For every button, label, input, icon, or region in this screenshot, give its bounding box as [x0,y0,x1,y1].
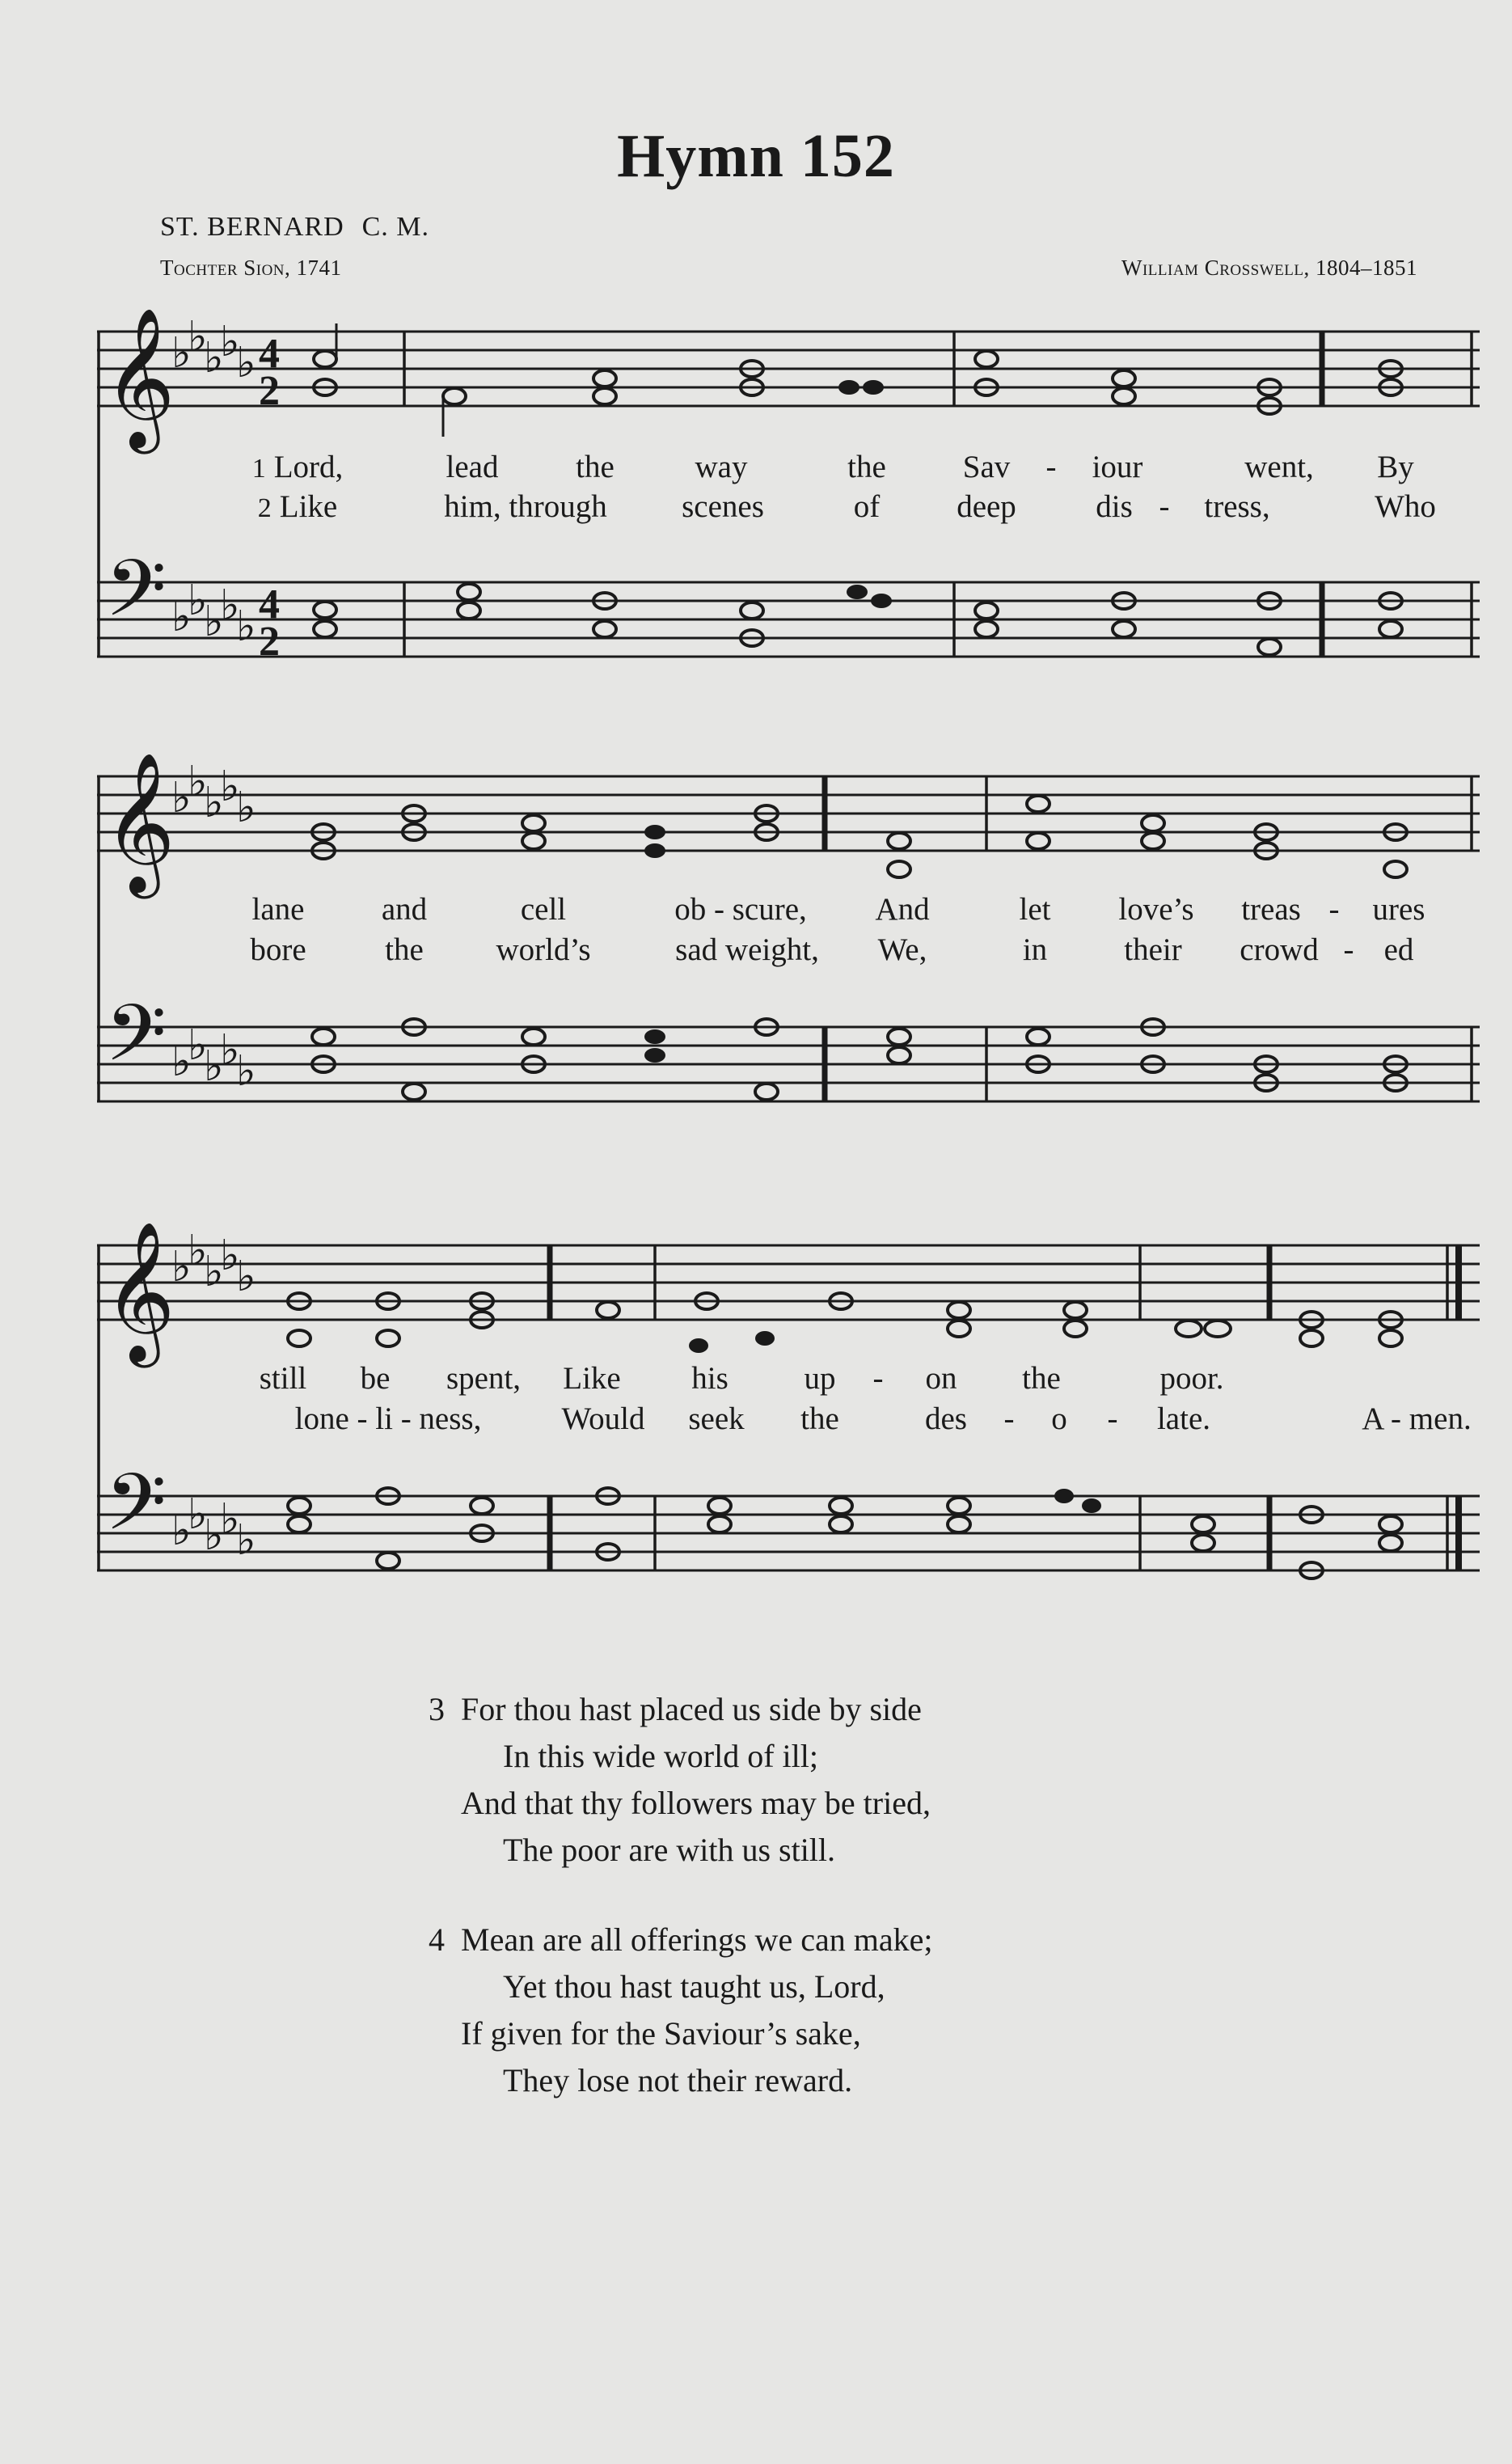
svg-text:♭: ♭ [220,1495,240,1544]
svg-text:♭: ♭ [236,1047,256,1096]
lyric-verse2: seek [688,1401,745,1436]
lyric-verse1: the [1022,1361,1061,1396]
lyric-verse2: Who [1375,489,1436,524]
lyric-verse1: up [804,1361,836,1396]
lyric-verse2: the [385,932,424,967]
lyric-verse1: poor. [1159,1361,1224,1396]
lyric-verse2: in [1022,932,1048,967]
lyric-verse2: ed [1383,932,1414,967]
lyric-verse2: Would [561,1401,645,1436]
svg-text:♭: ♭ [220,581,240,630]
stanza-line: The poor are with us still. [503,1832,836,1868]
lyric-verse2: late. [1156,1401,1211,1436]
svg-text:♭: ♭ [204,1248,224,1296]
lyric-verse1: still [259,1361,307,1396]
treble-clef-icon: 𝄞 [103,752,175,893]
lyric-verse1: let [1019,892,1051,927]
lyric-verse1: the [847,450,886,484]
lyric-verse1: 1 Lord, [251,450,344,484]
lyric-verse1: on [925,1361,957,1396]
stanza-4 [429,1917,932,2104]
svg-text:4: 4 [259,331,280,377]
lyric-verse2: A - men. [1362,1401,1472,1436]
lyric-verse2: lone - li - ness, [294,1401,482,1436]
lyric-verse1: lane [251,892,305,927]
svg-text:♭: ♭ [188,313,208,361]
lyric-verse2: - [1343,932,1354,967]
svg-text:♭: ♭ [171,774,192,822]
svg-text:♭: ♭ [236,602,256,651]
stanza-line: If given for the Saviour’s sake, [461,2015,861,2052]
svg-text:♭: ♭ [171,329,192,378]
svg-text:♭: ♭ [188,1490,208,1539]
lyric-verse1: spent, [446,1361,522,1396]
lyric-verse2: him, through [444,489,607,524]
svg-text:♭: ♭ [171,1038,192,1086]
svg-text:♭: ♭ [204,779,224,827]
lyric-verse1: iour [1092,450,1143,484]
lyric-verse2: dis [1096,489,1133,524]
svg-text:♭: ♭ [171,1243,192,1291]
tune-title: ST. BERNARD [160,212,344,242]
lyric-verse2: deep [957,489,1016,524]
svg-text:2: 2 [259,368,280,414]
lyric-verse1: - [1045,450,1057,484]
lyric-verse2: tress, [1204,489,1270,524]
lyric-verse1: - [872,1361,884,1396]
lyric-verse2: des [925,1401,967,1436]
tune-meter: C. M. [361,212,430,242]
svg-text:♭: ♭ [171,593,192,641]
lyric-verse2: world’s [496,932,591,967]
svg-text:♭: ♭ [220,318,240,366]
bass-clef-icon: 𝄢 [105,542,167,653]
svg-text:♭: ♭ [204,598,224,646]
svg-text:♭: ♭ [188,577,208,625]
svg-text:♭: ♭ [204,1511,224,1560]
lyric-verse1: and [381,892,428,927]
lyric-verse1: love’s [1118,892,1194,927]
lyric-verse1: the [576,450,615,484]
lyric-verse2: the [800,1401,839,1436]
stanza-line: 3 For thou hast placed us side by side [429,1691,922,1727]
svg-text:♭: ♭ [171,1507,192,1555]
stanza-line: And that thy followers may be tried, [461,1785,931,1821]
treble-clef-icon: 𝄞 [103,307,175,448]
lyric-verse2: We, [877,932,927,967]
stanza-line: Yet thou hast taught us, Lord, [503,1968,885,2005]
music-system-2 [97,752,1480,1124]
lyric-verse2: - [1107,1401,1118,1436]
lyric-verse2: - [1003,1401,1015,1436]
lyric-verse1: be [360,1361,391,1396]
lyric-verse2: their [1124,932,1182,967]
lyric-verse2: o [1051,1401,1067,1436]
svg-text:4: 4 [259,581,280,628]
stanza-line: They lose not their reward. [503,2062,853,2098]
lyric-verse2: bore [250,932,306,967]
lyric-verse1: And [875,892,930,927]
svg-text:♭: ♭ [188,1021,208,1070]
lyric-verse2: sad weight, [675,932,819,967]
lyric-verse2: - [1159,489,1170,524]
hymn-title: Hymn 152 [617,122,895,190]
lyric-verse1: - [1328,892,1340,927]
bass-clef-icon: 𝄢 [105,1456,167,1567]
music-system-3 [97,1221,1480,1601]
tune-name [160,212,429,243]
music-system-1 [97,307,1480,679]
lyric-verse1: By [1377,450,1414,484]
svg-text:♭: ♭ [220,1026,240,1075]
lyric-verse1: cell [520,892,567,927]
lyric-verse1: ures [1372,892,1425,927]
lyric-verse2: 2 Like [257,489,338,524]
stanza-3 [429,1686,931,1874]
composer-credit: Tochter Sion, 1741 [160,256,342,280]
svg-text:♭: ♭ [204,1042,224,1091]
lyric-verse2: scenes [682,489,764,524]
lyric-verse1: treas [1241,892,1301,927]
svg-text:♭: ♭ [220,763,240,811]
lyric-verse1: Sav [962,450,1011,484]
lyric-verse1: went, [1244,450,1314,484]
lyric-verse2: crowd [1240,932,1319,967]
svg-text:♭: ♭ [220,1232,240,1280]
stanza-line: 4 Mean are all offerings we can make; [429,1921,933,1958]
svg-text:♭: ♭ [204,334,224,382]
svg-text:♭: ♭ [236,1253,256,1301]
treble-clef-icon: 𝄞 [103,1221,175,1362]
lyric-verse2: of [853,489,881,524]
lyric-verse1: way [695,450,748,484]
lyric-verse1: Like [563,1361,621,1396]
svg-text:♭: ♭ [188,758,208,806]
author-credit: William Crosswell, 1804–1851 [1121,256,1417,280]
stanza-line: In this wide world of ill; [503,1738,818,1774]
lyric-verse1: lead [446,450,499,484]
svg-text:♭: ♭ [188,1227,208,1275]
lyric-verse1: ob - scure, [674,892,807,927]
svg-text:♭: ♭ [236,339,256,387]
svg-text:♭: ♭ [236,1516,256,1565]
lyric-verse1: his [691,1361,729,1396]
svg-text:♭: ♭ [236,784,256,832]
svg-text:2: 2 [259,619,280,665]
bass-clef-icon: 𝄢 [105,987,167,1098]
